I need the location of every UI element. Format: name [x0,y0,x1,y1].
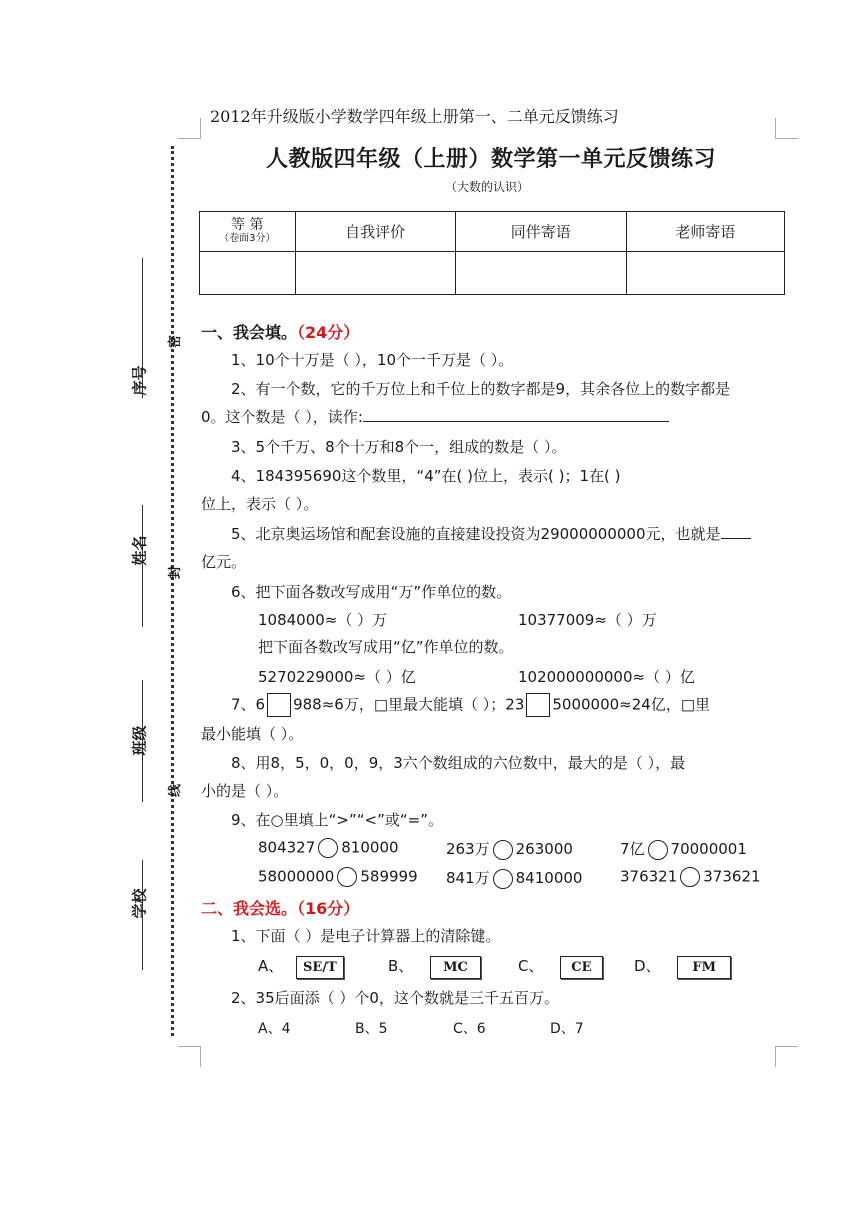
question-1-2-line1: 2、有一个数，它的千万位上和千位上的数字都是9，其余各位上的数字都是 [231,380,731,398]
key-mc: MC [430,956,481,979]
compare-circle[interactable] [493,869,513,889]
seal-label-feng: 封 [168,565,184,580]
question-1-7-line1 [231,693,710,717]
compare-left: 7亿 [620,840,645,858]
question-1-5-line1 [231,523,751,544]
question-1-6: 6、把下面各数改写成用“万”作单位的数。 [231,583,512,601]
compare-circle[interactable] [680,867,700,887]
question-1-1: 1、10个十万是（ ），10个一千万是（ ）。 [231,351,514,369]
grade-cell [200,212,296,252]
grade-input-cell[interactable] [200,252,296,295]
compare-left: 263万 [446,840,490,858]
compare-1-2 [446,838,573,860]
q5-blank[interactable] [721,524,751,539]
question-1-3: 3、5个千万、8个十万和8个一，组成的数是（ ）。 [231,438,567,456]
q7-part1: 7、6 [231,695,266,714]
question-1-6-a: 1084000≈（ ）万 [258,611,388,629]
crop-mark-top-left [178,118,201,139]
q2-text: 0。这个数是（ ），读作: [201,408,363,426]
q2-1-option-a[interactable] [258,955,344,979]
question-1-6-c: 5270229000≈（ ）亿 [258,668,416,686]
q2-2-option-d[interactable]: D、7 [550,1021,584,1037]
section2-title-text: 二、我会选。 [201,899,298,918]
q2-2-option-a[interactable]: A、4 [258,1021,291,1037]
key-fm: FM [677,956,731,979]
question-1-8-line1: 8、用8，5，0，0，9，3六个数组成的六位数中，最大的是（ ），最 [231,754,686,772]
binding-dotted-line [171,146,174,1036]
section1-title [201,320,359,343]
peer-header: 同伴寄语 [455,212,626,252]
section1-title-text: 一、我会填。 [201,323,298,342]
seat-number-label: 序号 [130,365,149,396]
compare-2-1 [258,867,418,887]
main-title: 人教版四年级（上册）数学第一单元反馈练习 [266,146,717,172]
question-1-7-line2: 最小能填（ ）。 [201,725,304,743]
self-eval-header: 自我评价 [295,212,455,252]
section2-score: （16分） [297,899,360,918]
crop-mark-bottom-left [178,1046,201,1067]
class-label: 班级 [130,725,149,756]
option-letter: D、 [634,957,661,975]
option-letter: B、 [388,957,414,975]
compare-circle[interactable] [493,840,513,860]
name-label: 姓名 [130,535,149,566]
seal-label-xian: 线 [168,783,184,798]
compare-left: 376321 [620,867,678,886]
option-letter: C、 [518,957,544,975]
crop-mark-top-right [775,118,798,139]
subtitle: （大数的认识） [445,180,530,194]
question-1-8-line2: 小的是（ ）。 [201,782,289,800]
question-1-2-line2 [201,406,669,427]
neatness-label: （卷面3分） [219,232,276,244]
compare-right: 263000 [515,840,573,858]
question-1-5-line2: 亿元。 [201,553,247,571]
question-1-6-d: 102000000000≈（ ）亿 [518,668,695,686]
compare-circle[interactable] [648,840,668,860]
seal-label-mi: 密 [168,334,184,349]
compare-left: 58000000 [258,867,335,886]
name-line [142,505,143,627]
question-1-4-line2: 位上，表示（ ）。 [201,495,319,513]
question-1-6-sub: 把下面各数改写成用“亿”作单位的数。 [258,638,514,656]
compare-2-2 [446,867,582,889]
q2-1-option-c[interactable] [518,955,603,979]
grade-label: 等 第 [231,216,264,233]
teacher-input-cell[interactable] [626,252,784,295]
q7-part2: 988≈6万，□里最大能填（ ）；23 [293,695,525,714]
option-letter: A、 [258,957,284,975]
compare-right: 589999 [360,867,418,886]
section2-title [201,896,359,919]
school-label: 学校 [130,888,149,919]
compare-right: 8410000 [515,869,583,887]
q7-part3: 5000000≈24亿，□里 [552,695,711,714]
score-table [199,211,785,295]
compare-left: 804327 [258,838,316,857]
q7-box-1[interactable] [267,693,291,717]
q2-1-option-b[interactable] [388,955,481,979]
teacher-header: 老师寄语 [626,212,784,252]
compare-right: 373621 [703,867,761,886]
q2-2-option-b[interactable]: B、5 [355,1021,388,1037]
compare-1-1 [258,838,399,858]
compare-circle[interactable] [337,867,357,887]
q2-2-option-c[interactable]: C、6 [453,1021,486,1037]
key-ce: CE [560,956,602,979]
question-2-1: 1、下面（ ）是电子计算器上的清除键。 [231,927,501,945]
section1-score: （24分） [297,323,360,342]
crop-mark-bottom-right [775,1046,798,1067]
q5-text: 5、北京奥运场馆和配套设施的直接建设投资为29000000000元，也就是 [231,525,721,543]
q7-box-2[interactable] [526,693,550,717]
compare-left: 841万 [446,869,490,887]
compare-right: 70000001 [670,840,747,858]
compare-2-3 [620,867,761,887]
q2-1-option-d[interactable] [634,955,731,979]
top-title: 2012年升级版小学数学四年级上册第一、二单元反馈练习 [210,107,619,126]
peer-input-cell[interactable] [455,252,626,295]
question-2-2: 2、35后面添（ ）个0，这个数就是三千五百万。 [231,989,559,1007]
question-1-6-b: 10377009≈（ ）万 [518,611,657,629]
q2-reading-blank[interactable] [363,407,669,422]
key-se-t: SE/T [296,956,344,979]
question-1-9: 9、在○里填上“>”“<”或“=”。 [231,811,443,829]
self-eval-input-cell[interactable] [295,252,455,295]
compare-1-3 [620,838,747,860]
compare-right: 810000 [341,838,399,857]
question-1-4-line1: 4、184395690这个数里，“4”在( )位上，表示( )；1在( ) [231,467,621,485]
compare-circle[interactable] [318,838,338,858]
